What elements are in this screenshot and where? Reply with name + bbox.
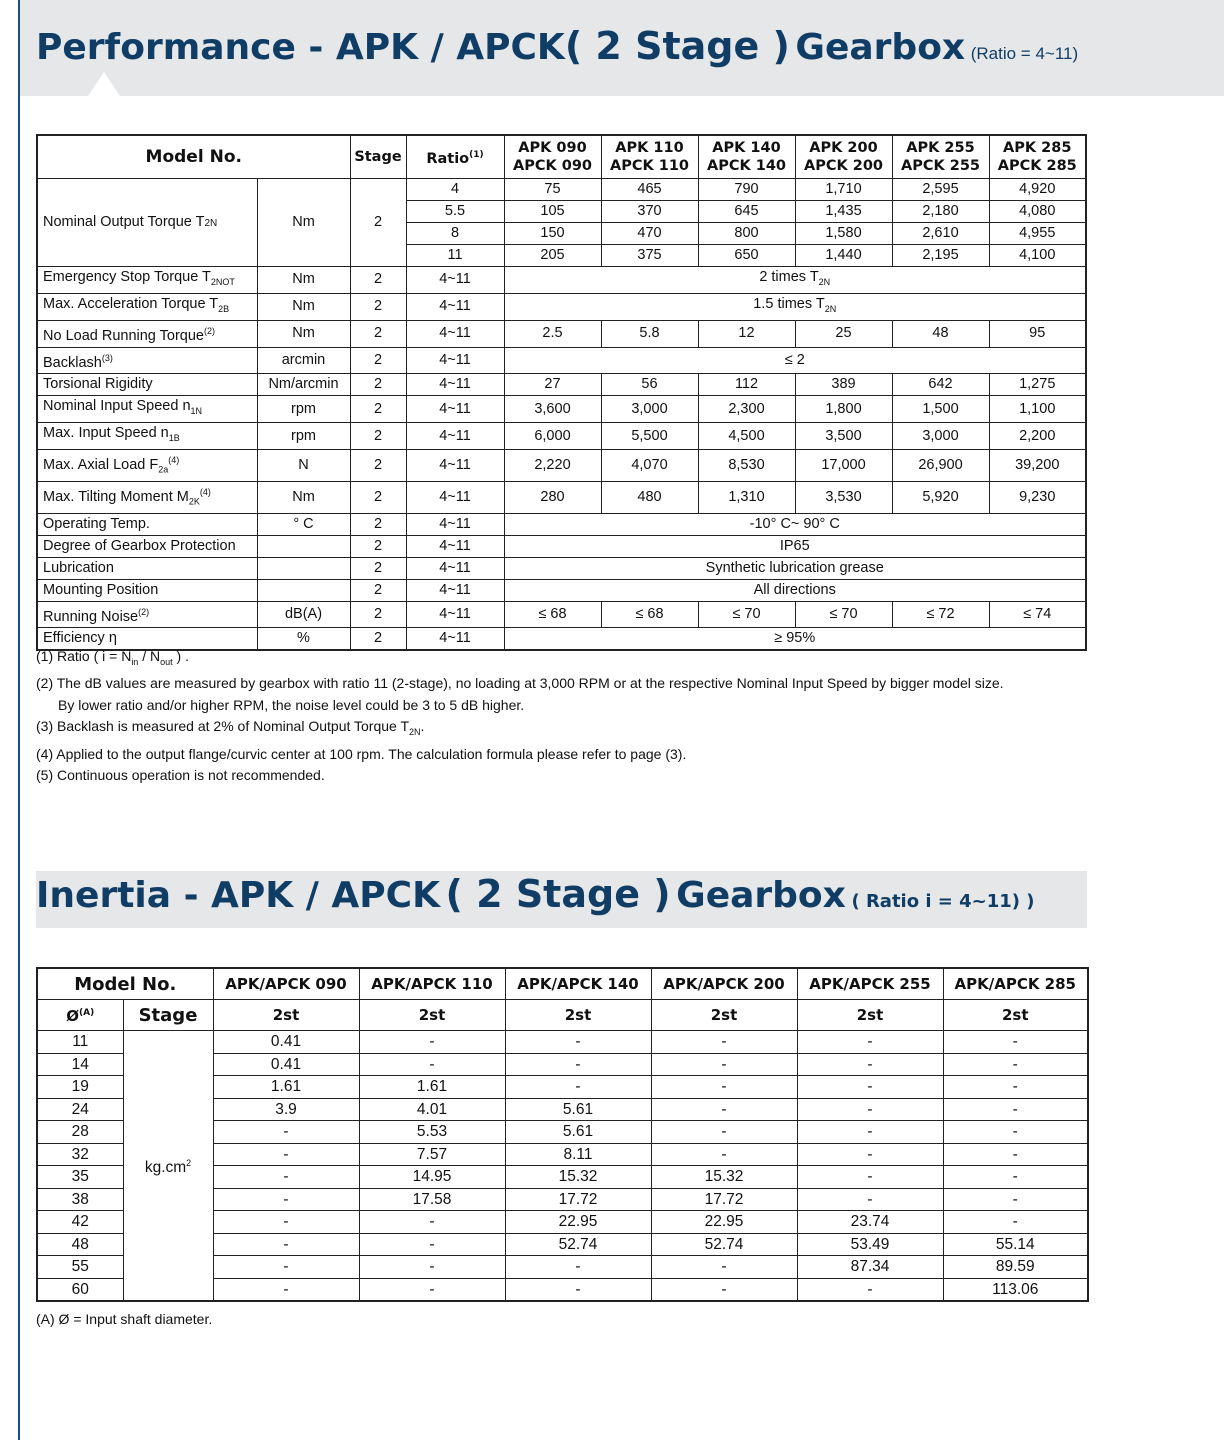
inertia-title-gearbox: Gearbox xyxy=(676,875,846,916)
row-unit: % xyxy=(257,628,350,651)
diameter-cell: 48 xyxy=(37,1233,123,1256)
row-unit: rpm xyxy=(257,423,350,450)
inertia-title-ratio: ( Ratio i = 4~11) ) xyxy=(851,891,1035,912)
model-no-header: Model No. xyxy=(37,135,350,179)
table-cell: 14.95 xyxy=(359,1166,505,1189)
table-cell: 2,595 xyxy=(892,179,989,201)
table-row xyxy=(37,535,1086,557)
table-cell: 1.61 xyxy=(359,1076,505,1099)
inertia-model-header: APK/APCK 200 xyxy=(651,968,797,1000)
table-cell: 2,195 xyxy=(892,245,989,267)
table-cell: - xyxy=(213,1256,359,1279)
table-cell: 8,530 xyxy=(698,450,795,482)
table-cell: 17.72 xyxy=(651,1188,797,1211)
row-stage: 2 xyxy=(350,320,406,347)
inertia-table xyxy=(36,967,1089,1302)
diameter-cell: 35 xyxy=(37,1166,123,1189)
table-cell: ≤ 70 xyxy=(698,601,795,628)
table-cell: - xyxy=(359,1211,505,1234)
table-cell: - xyxy=(359,1233,505,1256)
table-cell: 4,070 xyxy=(601,450,698,482)
table-cell: 113.06 xyxy=(943,1278,1088,1301)
performance-table xyxy=(36,134,1087,651)
row-label: Max. Axial Load $F_{2a}^{(4)}$ xyxy=(37,450,257,482)
table-cell: - xyxy=(359,1278,505,1301)
span-cell: -10° C~ 90° C xyxy=(504,513,1086,535)
table-cell: - xyxy=(359,1053,505,1076)
table-cell: ≤ 74 xyxy=(989,601,1086,628)
stage-value: 2st xyxy=(505,1000,651,1031)
stage-header: Stage xyxy=(350,135,406,179)
table-cell: - xyxy=(943,1166,1088,1189)
span-cell: IP65 xyxy=(504,535,1086,557)
performance-title-main: Performance - APK / APCK xyxy=(36,27,565,68)
inertia-subheader-row xyxy=(37,1000,1088,1031)
row-ratio: 4~11 xyxy=(406,293,504,320)
table-row xyxy=(37,579,1086,601)
row-unit: ° C xyxy=(257,513,350,535)
table-cell: - xyxy=(797,1143,943,1166)
row-ratio: 4~11 xyxy=(406,396,504,423)
inertia-header-row xyxy=(37,968,1088,1000)
row-ratio: 4~11 xyxy=(406,535,504,557)
table-cell: 75 xyxy=(504,179,601,201)
table-cell: 1,800 xyxy=(795,396,892,423)
table-cell: 2,300 xyxy=(698,396,795,423)
table-cell: - xyxy=(651,1256,797,1279)
table-cell: 5.61 xyxy=(505,1098,651,1121)
table-cell: - xyxy=(943,1031,1088,1054)
table-cell: 9,230 xyxy=(989,481,1086,513)
note-line: (1) Ratio ( $i = N_{in} / N_{out}$ ) . xyxy=(36,648,189,667)
model-header-285: APK 285 APCK 285 xyxy=(989,135,1086,179)
left-margin-rule xyxy=(18,0,20,1440)
row-stage: 2 xyxy=(350,179,406,267)
table-row xyxy=(37,450,1086,482)
table-cell: 2,610 xyxy=(892,223,989,245)
table-cell: - xyxy=(651,1076,797,1099)
table-cell: - xyxy=(651,1143,797,1166)
table-cell: 22.95 xyxy=(651,1211,797,1234)
row-stage: 2 xyxy=(350,293,406,320)
table-cell: - xyxy=(359,1031,505,1054)
row-stage: 2 xyxy=(350,535,406,557)
row-label: Emergency Stop Torque $T_{2NOT}$ xyxy=(37,267,257,294)
table-cell: 48 xyxy=(892,320,989,347)
table-cell: 55.14 xyxy=(943,1233,1088,1256)
table-cell: - xyxy=(797,1076,943,1099)
span-cell: ≤ 2 xyxy=(504,347,1086,374)
row-stage: 2 xyxy=(350,423,406,450)
table-cell: 2,180 xyxy=(892,201,989,223)
note-line: (4) Applied to the output flange/curvic center at 100 rpm. The calculation formula please refer to page (3). xyxy=(36,745,687,762)
table-cell: - xyxy=(213,1211,359,1234)
model-header-200: APK 200 APCK 200 xyxy=(795,135,892,179)
row-label: Nominal Output Torque T2N xyxy=(37,179,257,267)
row-label: Max. Input Speed $n_{1B}$ xyxy=(37,423,257,450)
table-cell: - xyxy=(943,1098,1088,1121)
row-stage: 2 xyxy=(350,481,406,513)
row-stage: 2 xyxy=(350,557,406,579)
row-ratio: 4 xyxy=(406,179,504,201)
table-cell: 1,435 xyxy=(795,201,892,223)
row-unit: Nm xyxy=(257,293,350,320)
row-label: No Load Running Torque$^{(2)}$ xyxy=(37,320,257,347)
table-cell: - xyxy=(213,1121,359,1144)
diameter-cell: 38 xyxy=(37,1188,123,1211)
table-cell: 1,100 xyxy=(989,396,1086,423)
inertia-model-header: APK/APCK 255 xyxy=(797,968,943,1000)
diameter-cell: 19 xyxy=(37,1076,123,1099)
inertia-model-header: APK/APCK 110 xyxy=(359,968,505,1000)
diameter-header: $Ø^{(A)}$ xyxy=(37,1000,123,1031)
table-cell: - xyxy=(797,1121,943,1144)
table-row xyxy=(37,423,1086,450)
table-cell: 3,500 xyxy=(795,423,892,450)
table-cell: 2,220 xyxy=(504,450,601,482)
row-unit xyxy=(257,535,350,557)
note-line: (3) Backlash is measured at 2% of Nominal Output Torque $T_{2N}$. xyxy=(36,718,425,738)
table-cell: 5,500 xyxy=(601,423,698,450)
table-cell: 280 xyxy=(504,481,601,513)
stage-value: 2st xyxy=(797,1000,943,1031)
inertia-model-no-header: Model No. xyxy=(37,968,213,1000)
performance-title-stage: ( 2 Stage ) xyxy=(564,24,790,68)
diameter-cell: 11 xyxy=(37,1031,123,1054)
table-row xyxy=(37,481,1086,513)
table-cell: 205 xyxy=(504,245,601,267)
table-row xyxy=(37,293,1086,320)
row-stage: 2 xyxy=(350,513,406,535)
table-cell: 4,955 xyxy=(989,223,1086,245)
stage-value: 2st xyxy=(213,1000,359,1031)
row-unit: N xyxy=(257,450,350,482)
table-cell: 370 xyxy=(601,201,698,223)
span-cell: ≥ 95% xyxy=(504,628,1086,651)
row-ratio: 4~11 xyxy=(406,481,504,513)
table-cell: - xyxy=(213,1233,359,1256)
row-ratio: 4~11 xyxy=(406,347,504,374)
table-cell: - xyxy=(505,1076,651,1099)
stage-value: 2st xyxy=(359,1000,505,1031)
stage-value: 2st xyxy=(651,1000,797,1031)
inertia-model-header: APK/APCK 090 xyxy=(213,968,359,1000)
table-cell: 105 xyxy=(504,201,601,223)
table-cell: 0.41 xyxy=(213,1053,359,1076)
row-ratio: 4~11 xyxy=(406,267,504,294)
table-cell: ≤ 68 xyxy=(504,601,601,628)
inertia-title-main: Inertia - APK / APCK xyxy=(36,875,440,916)
table-cell: - xyxy=(651,1121,797,1144)
row-label: Lubrication xyxy=(37,557,257,579)
inertia-note: (A) Ø = Input shaft diameter. xyxy=(36,1311,213,1327)
table-cell: 39,200 xyxy=(989,450,1086,482)
table-cell: 645 xyxy=(698,201,795,223)
table-cell: - xyxy=(359,1256,505,1279)
table-cell: 6,000 xyxy=(504,423,601,450)
inertia-title xyxy=(36,872,1035,916)
row-unit: dB(A) xyxy=(257,601,350,628)
table-cell: 53.49 xyxy=(797,1233,943,1256)
table-cell: 3.9 xyxy=(213,1098,359,1121)
table-cell: 12 xyxy=(698,320,795,347)
diameter-cell: 60 xyxy=(37,1278,123,1301)
table-cell: - xyxy=(797,1053,943,1076)
table-cell: - xyxy=(797,1166,943,1189)
table-cell: - xyxy=(797,1278,943,1301)
table-cell: 1,500 xyxy=(892,396,989,423)
row-label: Nominal Input Speed $n_{1N}$ xyxy=(37,396,257,423)
table-cell: 5.61 xyxy=(505,1121,651,1144)
row-ratio: 4~11 xyxy=(406,557,504,579)
table-cell: - xyxy=(651,1053,797,1076)
table-cell: - xyxy=(505,1053,651,1076)
table-cell: 4,100 xyxy=(989,245,1086,267)
model-header-090: APK 090 APCK 090 xyxy=(504,135,601,179)
table-cell: 790 xyxy=(698,179,795,201)
table-cell: - xyxy=(943,1188,1088,1211)
table-cell: 5.53 xyxy=(359,1121,505,1144)
table-cell: 17,000 xyxy=(795,450,892,482)
table-cell: - xyxy=(943,1121,1088,1144)
table-cell: 375 xyxy=(601,245,698,267)
performance-header-row xyxy=(37,135,1086,179)
table-cell: - xyxy=(797,1031,943,1054)
row-unit: rpm xyxy=(257,396,350,423)
row-unit: Nm xyxy=(257,179,350,267)
row-ratio: 4~11 xyxy=(406,601,504,628)
table-cell: 17.72 xyxy=(505,1188,651,1211)
note-line: By lower ratio and/or higher RPM, the noise level could be 3 to 5 dB higher. xyxy=(58,696,525,713)
inertia-model-header: APK/APCK 285 xyxy=(943,968,1088,1000)
table-cell: - xyxy=(797,1098,943,1121)
unit-cell: $kg.cm^2$ xyxy=(123,1031,213,1302)
inertia-stage-header: Stage xyxy=(123,1000,213,1031)
table-cell: 56 xyxy=(601,374,698,396)
row-ratio: 5.5 xyxy=(406,201,504,223)
table-cell: 465 xyxy=(601,179,698,201)
inertia-model-header: APK/APCK 140 xyxy=(505,968,651,1000)
table-cell: - xyxy=(943,1076,1088,1099)
table-cell: 1,275 xyxy=(989,374,1086,396)
row-label: Max. Acceleration Torque $T_{2B}$ xyxy=(37,293,257,320)
table-cell: 5,920 xyxy=(892,481,989,513)
row-unit xyxy=(257,557,350,579)
row-ratio: 4~11 xyxy=(406,579,504,601)
diameter-cell: 28 xyxy=(37,1121,123,1144)
row-unit: Nm xyxy=(257,320,350,347)
table-cell: - xyxy=(505,1031,651,1054)
span-cell: 2 times $T_{2N}$ xyxy=(504,267,1086,294)
table-row xyxy=(37,557,1086,579)
table-cell: - xyxy=(943,1211,1088,1234)
table-cell: - xyxy=(651,1098,797,1121)
table-cell: 4,920 xyxy=(989,179,1086,201)
table-cell: 4.01 xyxy=(359,1098,505,1121)
row-unit: Nm/arcmin xyxy=(257,374,350,396)
table-cell: 3,530 xyxy=(795,481,892,513)
table-cell: 52.74 xyxy=(505,1233,651,1256)
table-cell: 0.41 xyxy=(213,1031,359,1054)
table-cell: 15.32 xyxy=(505,1166,651,1189)
table-cell: 17.58 xyxy=(359,1188,505,1211)
table-row xyxy=(37,396,1086,423)
table-cell: 2.5 xyxy=(504,320,601,347)
note-line: (2) The dB values are measured by gearbox with ratio 11 (2-stage), no loading at 3,000 RPM or at the respective Nominal Input Speed by bigger model size. xyxy=(36,675,1004,692)
diameter-cell: 55 xyxy=(37,1256,123,1279)
table-row xyxy=(37,267,1086,294)
banner-notch xyxy=(88,72,120,96)
table-cell: 1,440 xyxy=(795,245,892,267)
table-cell: 1,310 xyxy=(698,481,795,513)
row-unit: Nm xyxy=(257,481,350,513)
table-cell: 150 xyxy=(504,223,601,245)
table-cell: 650 xyxy=(698,245,795,267)
row-stage: 2 xyxy=(350,601,406,628)
table-cell: - xyxy=(797,1188,943,1211)
torque-row xyxy=(37,179,1086,201)
row-ratio: 4~11 xyxy=(406,513,504,535)
row-unit xyxy=(257,579,350,601)
table-cell: - xyxy=(943,1053,1088,1076)
note-line: (5) Continuous operation is not recommended. xyxy=(36,767,325,784)
table-cell: ≤ 68 xyxy=(601,601,698,628)
row-label: Torsional Rigidity xyxy=(37,374,257,396)
row-label: Mounting Position xyxy=(37,579,257,601)
table-cell: 2,200 xyxy=(989,423,1086,450)
diameter-cell: 14 xyxy=(37,1053,123,1076)
table-cell: - xyxy=(651,1278,797,1301)
diameter-cell: 32 xyxy=(37,1143,123,1166)
row-ratio: 4~11 xyxy=(406,423,504,450)
table-cell: 3,000 xyxy=(892,423,989,450)
row-ratio: 4~11 xyxy=(406,320,504,347)
table-cell: 26,900 xyxy=(892,450,989,482)
table-cell: 7.57 xyxy=(359,1143,505,1166)
row-stage: 2 xyxy=(350,267,406,294)
performance-title xyxy=(36,24,1078,68)
stage-value: 2st xyxy=(943,1000,1088,1031)
table-row xyxy=(37,1031,1088,1054)
table-cell: 480 xyxy=(601,481,698,513)
model-header-140: APK 140 APCK 140 xyxy=(698,135,795,179)
table-cell: 642 xyxy=(892,374,989,396)
row-stage: 2 xyxy=(350,347,406,374)
row-ratio: 11 xyxy=(406,245,504,267)
table-cell: 23.74 xyxy=(797,1211,943,1234)
row-stage: 2 xyxy=(350,450,406,482)
table-cell: 15.32 xyxy=(651,1166,797,1189)
table-cell: - xyxy=(213,1188,359,1211)
inertia-title-stage: ( 2 Stage ) xyxy=(445,872,671,916)
span-cell: 1.5 times $T_{2N}$ xyxy=(504,293,1086,320)
row-ratio: 4~11 xyxy=(406,450,504,482)
table-cell: - xyxy=(943,1143,1088,1166)
table-cell: 112 xyxy=(698,374,795,396)
model-header-110: APK 110 APCK 110 xyxy=(601,135,698,179)
model-header-255: APK 255 APCK 255 xyxy=(892,135,989,179)
row-ratio: 4~11 xyxy=(406,374,504,396)
table-cell: 27 xyxy=(504,374,601,396)
table-cell: 25 xyxy=(795,320,892,347)
table-row xyxy=(37,320,1086,347)
table-cell: - xyxy=(651,1031,797,1054)
table-cell: 87.34 xyxy=(797,1256,943,1279)
row-stage: 2 xyxy=(350,579,406,601)
row-label: Degree of Gearbox Protection xyxy=(37,535,257,557)
table-cell: 1.61 xyxy=(213,1076,359,1099)
span-cell: All directions xyxy=(504,579,1086,601)
row-unit: Nm xyxy=(257,267,350,294)
row-ratio: 4~11 xyxy=(406,628,504,651)
table-cell: 470 xyxy=(601,223,698,245)
table-cell: - xyxy=(505,1256,651,1279)
row-ratio: 8 xyxy=(406,223,504,245)
row-stage: 2 xyxy=(350,628,406,651)
table-cell: 4,500 xyxy=(698,423,795,450)
table-cell: - xyxy=(213,1278,359,1301)
performance-notes xyxy=(36,646,1004,787)
row-label: Backlash$^{(3)}$ xyxy=(37,347,257,374)
span-cell: Synthetic lubrication grease xyxy=(504,557,1086,579)
row-stage: 2 xyxy=(350,396,406,423)
row-label: Efficiency η xyxy=(37,628,257,651)
diameter-cell: 42 xyxy=(37,1211,123,1234)
table-cell: - xyxy=(213,1166,359,1189)
table-cell: - xyxy=(505,1278,651,1301)
row-unit: arcmin xyxy=(257,347,350,374)
table-cell: 800 xyxy=(698,223,795,245)
row-label: Max. Tilting Moment $M_{2K}^{(4)}$ xyxy=(37,481,257,513)
table-cell: 5.8 xyxy=(601,320,698,347)
table-row xyxy=(37,513,1086,535)
table-cell: 89.59 xyxy=(943,1256,1088,1279)
table-row xyxy=(37,374,1086,396)
row-stage: 2 xyxy=(350,374,406,396)
table-cell: 3,600 xyxy=(504,396,601,423)
performance-title-ratio: (Ratio = 4~11) xyxy=(970,44,1079,63)
table-cell: ≤ 72 xyxy=(892,601,989,628)
table-cell: - xyxy=(213,1143,359,1166)
table-cell: 1,710 xyxy=(795,179,892,201)
ratio-header: Ratio$^{(1)}$ xyxy=(406,135,504,179)
table-row xyxy=(37,601,1086,628)
table-cell: 3,000 xyxy=(601,396,698,423)
table-cell: 95 xyxy=(989,320,1086,347)
row-label: Running Noise$^{(2)}$ xyxy=(37,601,257,628)
table-cell: 1,580 xyxy=(795,223,892,245)
row-label: Operating Temp. xyxy=(37,513,257,535)
table-cell: 52.74 xyxy=(651,1233,797,1256)
table-row xyxy=(37,347,1086,374)
diameter-cell: 24 xyxy=(37,1098,123,1121)
table-cell: 4,080 xyxy=(989,201,1086,223)
table-cell: 22.95 xyxy=(505,1211,651,1234)
performance-title-gearbox: Gearbox xyxy=(795,27,966,68)
table-cell: 389 xyxy=(795,374,892,396)
table-cell: 8.11 xyxy=(505,1143,651,1166)
table-cell: ≤ 70 xyxy=(795,601,892,628)
